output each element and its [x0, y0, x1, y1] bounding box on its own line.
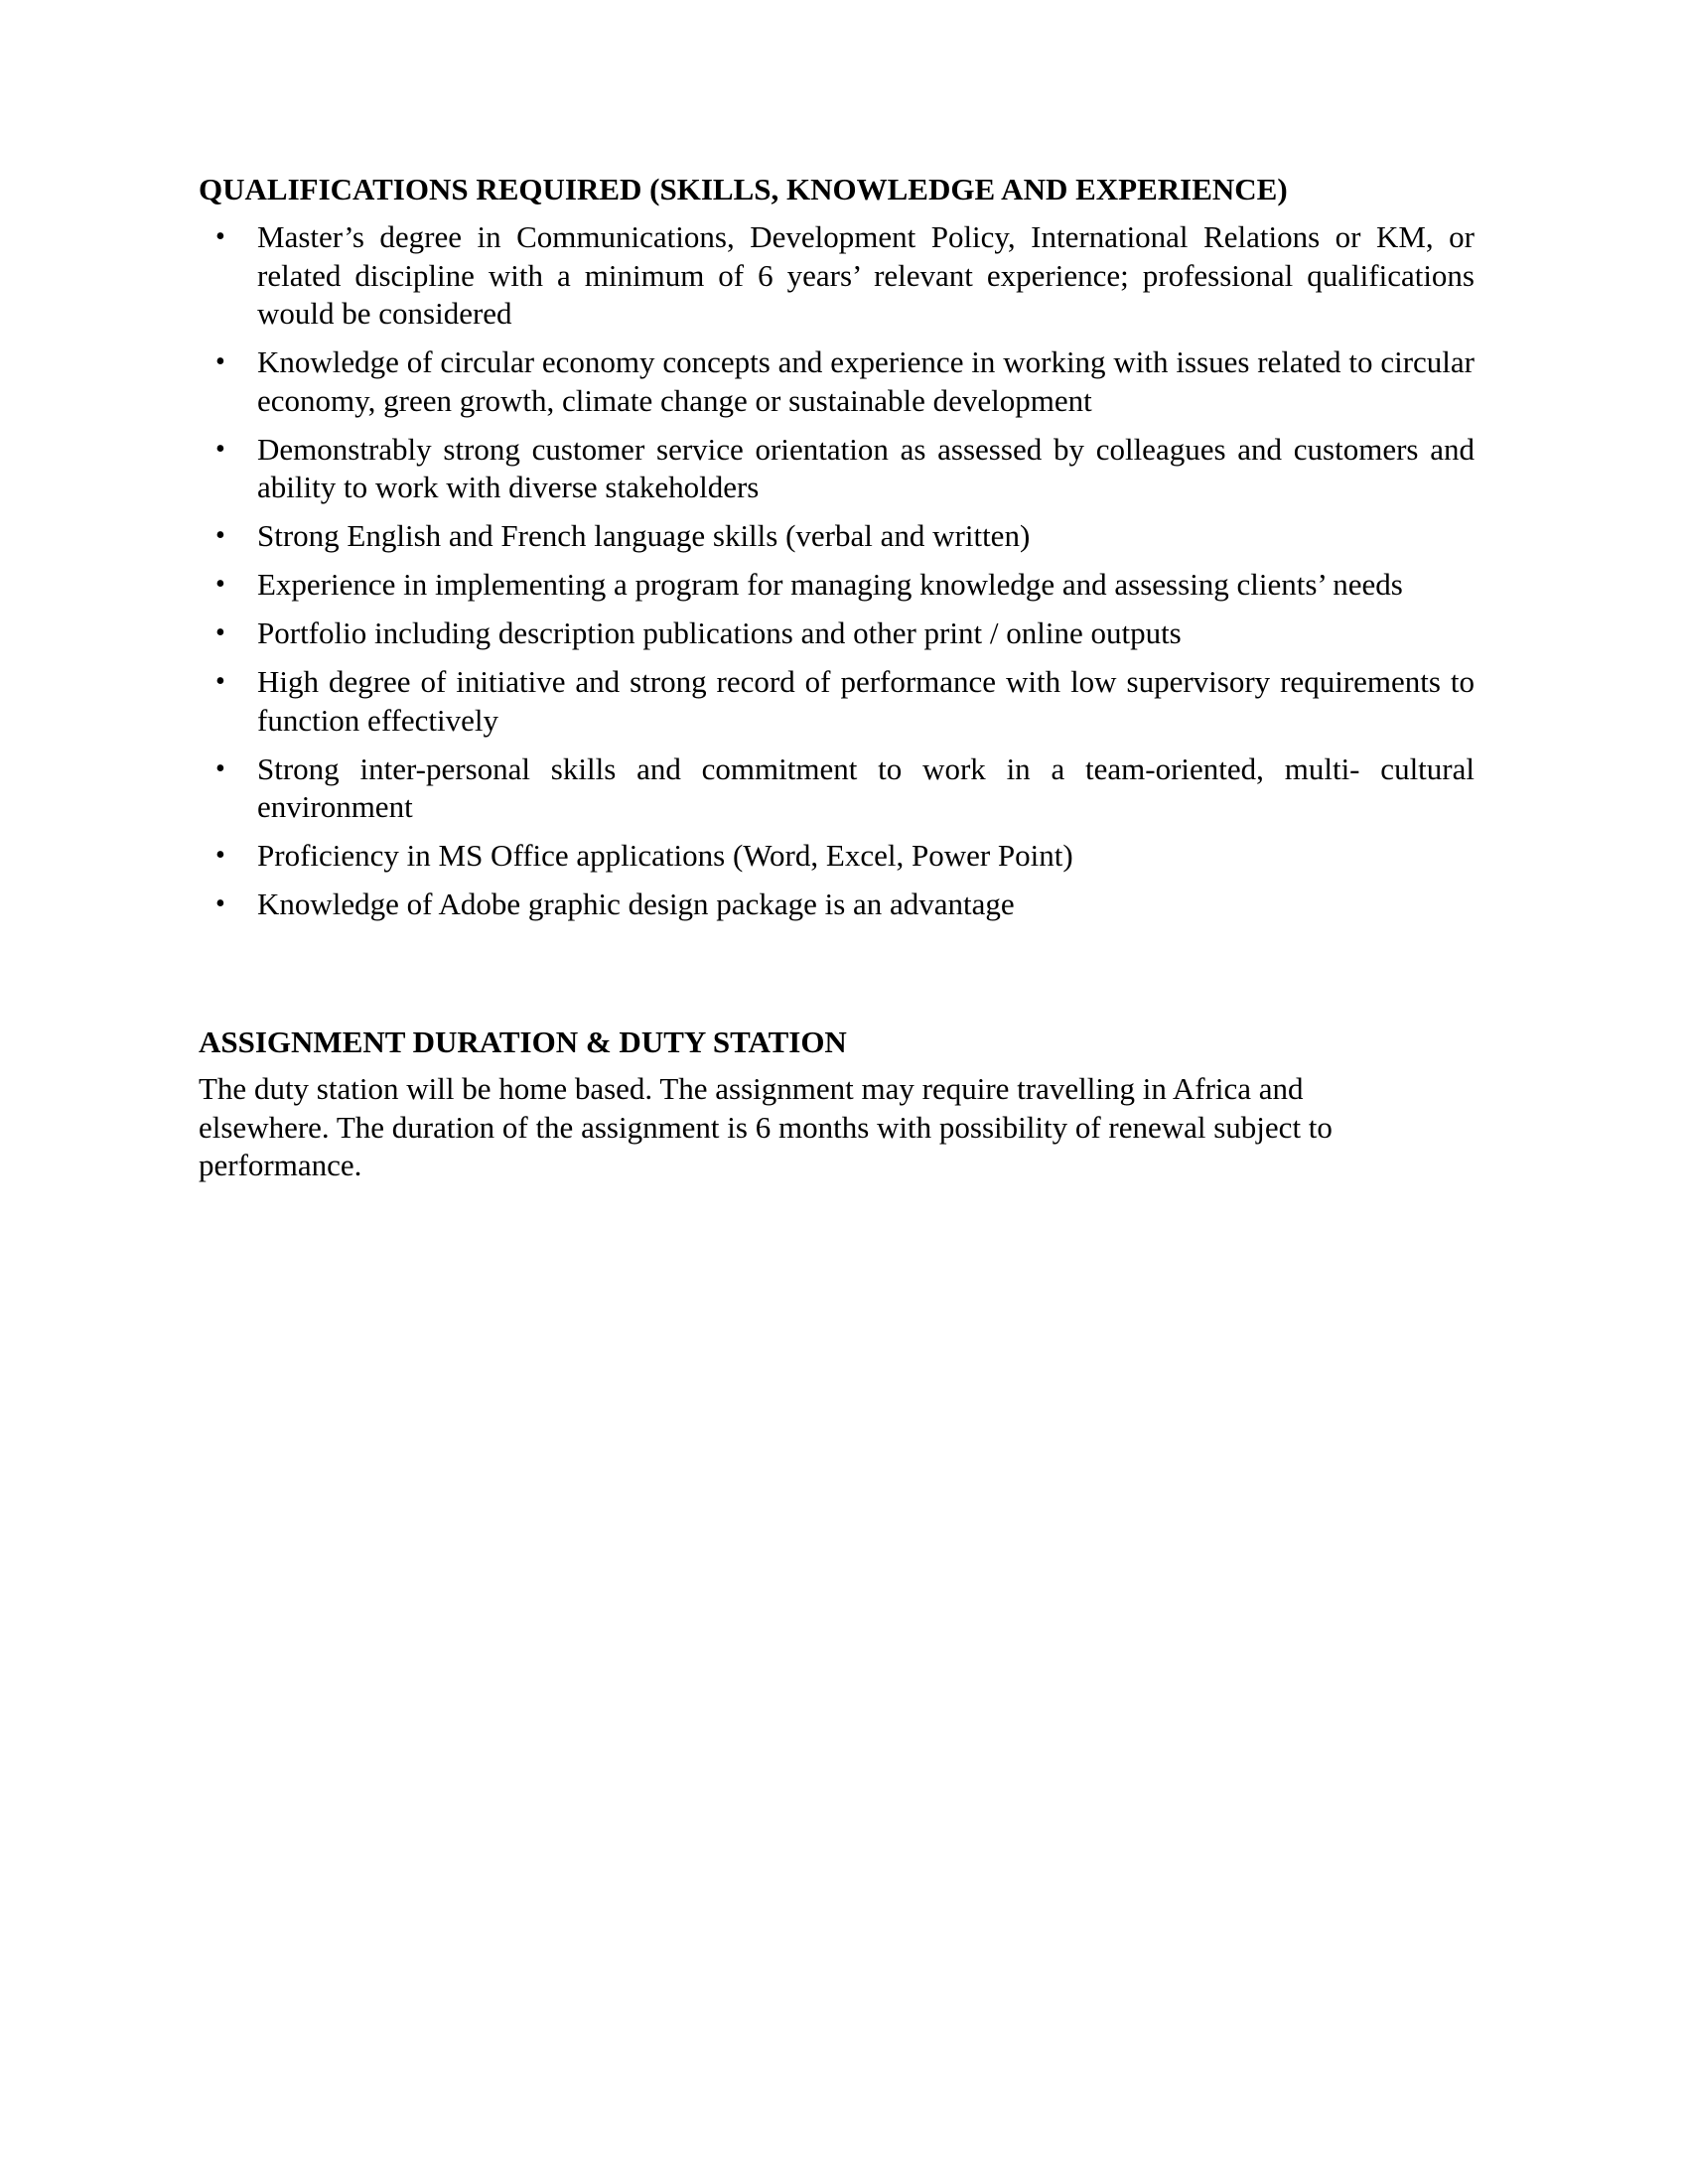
list-item-text: Experience in implementing a program for managing knowledge and assessing clients’ needs — [257, 567, 1403, 602]
list-item — [199, 343, 1475, 420]
bullet-icon: • — [215, 221, 225, 252]
list-item-text: Portfolio including description publications and other print / online outputs — [257, 615, 1182, 650]
list-item — [199, 566, 1475, 605]
bullet-icon: • — [215, 666, 225, 697]
bullet-icon: • — [215, 752, 225, 784]
bullet-icon: • — [215, 840, 225, 871]
list-item — [199, 751, 1475, 827]
list-item-text: Demonstrably strong customer service orientation as assessed by colleagues and customers and ability to work with diverse stakeholders — [257, 431, 1475, 504]
list-item-text: Proficiency in MS Office applications (Word, Excel, Power Point) — [257, 838, 1073, 873]
qualifications-list — [199, 218, 1475, 924]
bullet-icon: • — [215, 346, 225, 377]
list-item-text: Master’s degree in Communications, Development Policy, International Relations or KM, or related discipline with a minimum of 6 years’ relevant experience; professional qualifications would be considered — [257, 219, 1475, 331]
list-item-text: Knowledge of circular economy concepts and experience in working with issues related to circular economy, green growth, climate change or sustainable development — [257, 344, 1475, 418]
qualifications-heading: QUALIFICATIONS REQUIRED (SKILLS, KNOWLEDGE AND EXPERIENCE) — [199, 172, 1288, 206]
list-item-text: Strong English and French language skills (verbal and written) — [257, 518, 1031, 553]
list-item — [199, 431, 1475, 507]
list-item — [199, 218, 1475, 334]
assignment-heading: ASSIGNMENT DURATION & DUTY STATION — [199, 1024, 847, 1059]
bullet-icon: • — [215, 888, 225, 919]
bullet-icon: • — [215, 520, 225, 551]
list-item — [199, 614, 1475, 653]
list-item — [199, 837, 1475, 876]
list-item — [199, 663, 1475, 740]
document-page — [199, 171, 1475, 1185]
bullet-icon: • — [215, 617, 225, 648]
assignment-paragraph: The duty station will be home based. The assignment may require travelling in Africa and elsewhere. The duration of the assignment is 6 months with possibility of renewal subject to performance. — [199, 1071, 1333, 1182]
list-item — [199, 517, 1475, 556]
bullet-icon: • — [215, 433, 225, 465]
list-item-text: Knowledge of Adobe graphic design package is an advantage — [257, 887, 1015, 921]
bullet-icon: • — [215, 569, 225, 600]
list-item-text: High degree of initiative and strong record of performance with low supervisory requirements to function effectively — [257, 664, 1475, 738]
section-spacer — [199, 934, 1475, 1024]
list-item — [199, 886, 1475, 924]
list-item-text: Strong inter-personal skills and commitment to work in a team-oriented, multi- cultural environment — [257, 751, 1475, 824]
